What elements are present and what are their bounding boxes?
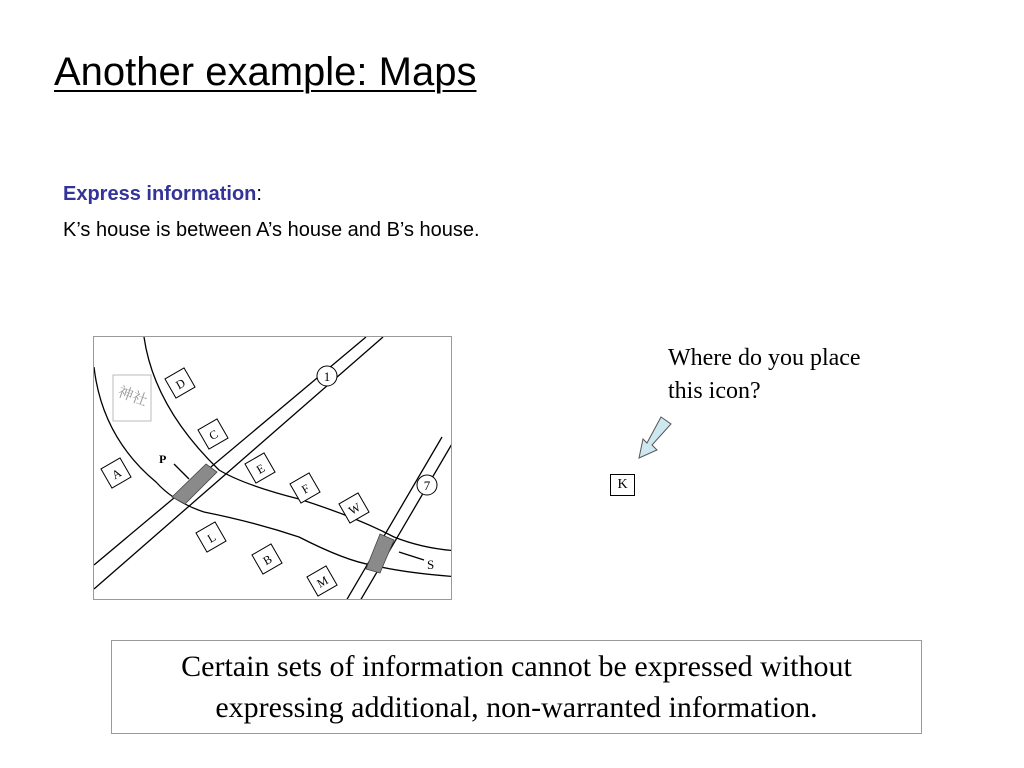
house-w-label: W [346, 499, 363, 518]
house-b [252, 544, 282, 574]
house-b-label: B [260, 551, 275, 568]
shrine-icon [113, 375, 151, 421]
house-a [101, 458, 131, 488]
express-label: Express information [63, 183, 257, 205]
curved-road-edge-1 [144, 337, 452, 551]
house-m [307, 566, 337, 596]
s-pointer-line [399, 552, 424, 560]
slide-title: Another example: Maps [54, 50, 477, 94]
house-l [196, 522, 226, 552]
house-d-label: D [173, 375, 188, 393]
house-a-label: A [109, 465, 124, 483]
question-text [668, 342, 928, 408]
route-1-marker [317, 366, 337, 386]
house-f [290, 473, 320, 503]
shrine-label: 神社 [115, 384, 150, 410]
express-colon: : [256, 183, 262, 205]
house-e [245, 453, 275, 483]
house-w [339, 493, 369, 523]
house-e-label: E [253, 460, 268, 477]
bridge-p [172, 464, 217, 504]
house-c-label: C [206, 426, 221, 443]
map-diagram [94, 337, 452, 600]
conclusion-line-1: Certain sets of information cannot be expressed without [181, 650, 852, 683]
conclusion-line-2: expressing additional, non-warranted information. [215, 691, 818, 724]
house-c [198, 419, 228, 449]
house-m-label: M [314, 573, 331, 591]
question-line-1: Where do you place [668, 345, 861, 371]
conclusion-box [111, 640, 922, 734]
question-line-2: this icon? [668, 378, 761, 404]
house-d [165, 368, 195, 398]
house-f-label: F [299, 481, 312, 497]
route-7-label: 7 [423, 478, 431, 493]
down-left-arrow-icon [630, 415, 676, 463]
label-p: P [159, 452, 167, 466]
arrow-shape [639, 417, 671, 458]
map-image [93, 336, 452, 600]
k-icon-label: K [617, 477, 628, 492]
route-1-label: 1 [323, 369, 331, 384]
k-house-icon[interactable] [610, 474, 635, 496]
route-7-marker [417, 475, 437, 495]
label-s: S [427, 557, 435, 572]
express-heading [63, 183, 262, 206]
express-statement: K’s house is between A’s house and B’s house. [63, 219, 480, 241]
route-7-road-edge-1 [346, 437, 442, 600]
house-l-label: L [204, 529, 219, 546]
p-pointer-line [174, 464, 189, 479]
bridge-s [366, 534, 394, 573]
